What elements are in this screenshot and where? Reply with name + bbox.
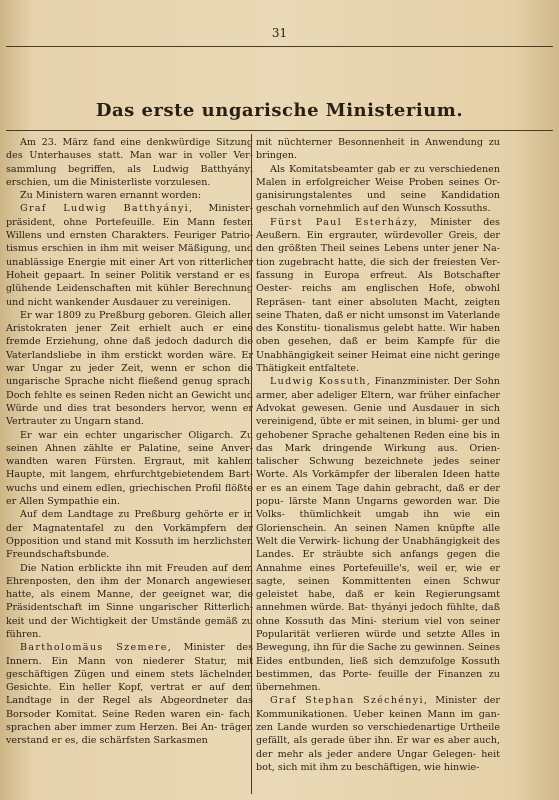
paragraph	[6, 189, 253, 202]
title-rule	[6, 130, 553, 131]
left-column	[6, 136, 253, 748]
paragraph-text: Die Nation erblickte ihn mit Freuden auf dem Ehrenposten, den ihm der Monarch angewiesen hatte, als einem Manne, der geeignet war, die Präsidentschaft im Sinne ungarischer Ritterlich- keit und der Wichtigkeit der Umstände gemäß zu führen.	[6, 562, 253, 640]
paragraph-text: Minister der Kommunikationen. Ueber keinen Mann im gan- zen Lande wurden so verschiedenartige Urtheile gefällt, als gerade über ihn. Er war es aber auch, der mehr als jeder andere Ungar Gelegen- heit bot, sich mit ihm zu beschäftigen, wie hinwie-	[256, 695, 500, 773]
paragraph	[6, 562, 253, 642]
minister-name: Bartholomäus Szemere,	[20, 642, 173, 654]
paragraph	[6, 429, 253, 509]
minister-name: Ludwig Kossuth,	[270, 376, 372, 388]
paragraph	[256, 375, 500, 694]
minister-name: Graf Stephan Széchényi,	[270, 695, 429, 707]
paragraph	[6, 136, 253, 189]
paragraph	[256, 136, 500, 163]
paragraph-text: Er war ein echter ungarischer Oligarch. Zu seinen Ahnen zählte er Palatine, seine Anver- wandten waren Fürsten. Ergraut, mit kahlem Haupte, mit langem, ehrfurchtgebietendem Bart- wuchs und einem edlen, griechischen Profil flößte er Allen Sympathie ein.	[6, 429, 253, 508]
paragraph	[256, 163, 500, 216]
paragraph	[6, 309, 253, 429]
header-rule	[6, 46, 553, 47]
paragraph	[6, 508, 253, 561]
paragraph	[256, 694, 500, 774]
paragraph-text: mit nüchterner Besonnenheit in Anwendung zu bringen.	[256, 137, 500, 162]
paragraph	[6, 202, 253, 308]
article-title: Das erste ungarische Ministerium.	[95, 100, 464, 121]
right-column	[256, 136, 500, 774]
paragraph-text: Am 23. März fand eine denkwürdige Sitzung des Unterhauses statt. Man war in voller Ver- sammlung begriffen, als Ludwig Batthyányi erschien, um die Ministerliste vorzulesen.	[6, 137, 253, 188]
paragraph-text: Er war 1809 zu Preßburg geboren. Gleich allen Aristokraten jener Zeit erhielt auch er eine fremde Erziehung, ohne daß jedoch dadurch die Vaterlandsliebe in ihm erstickt worden wäre. Er war Ungar zu jeder Zeit, wenn er schon die ungarische Sprache nicht fließend genug sprach. Doch fehlte es seinen Reden nicht an Gewicht und Würde und dies trat besonders hervor, wenn er Vertrauter zu Ungarn stand.	[6, 309, 253, 428]
page-number: 31	[271, 26, 288, 40]
column-divider	[251, 134, 252, 794]
minister-name: Graf Ludwig Batthyányi,	[20, 203, 194, 215]
paragraph-text: Auf dem Landtage zu Preßburg gehörte er in der Magnatentafel zu den Vorkämpfern der Opposition und stand mit Kossuth im herzlichsten Freundschaftsbunde.	[6, 509, 253, 561]
paragraph	[256, 216, 500, 376]
paragraph-text: Minister- präsident, ohne Portefeuille. Ein Mann festen Willens und ernsten Charakters. Feuriger Patrio- tismus erschien in ihm mit weiser Mäßigung, und unablässige Energie mit einer Art von ritterlicher Hoheit gepaart. In seiner Politik verstand er es, glühende Leidenschaften mit kühler Berechnung und nicht wankender Ausdauer zu vereinigen.	[6, 203, 253, 308]
paragraph-text: Finanzminister. Der Sohn armer, aber adeliger Eltern, war früher einfacher Advokat gewesen. Genie und Ausdauer in sich vereinigend, übte er mit seinen, in blumi- ger und gehobener Sprache gehaltenen Reden eine bis in das Mark dringende Wirkung aus. Orien- talischer Schwung bezeichnete jedes seiner Worte. Als Vorkämpfer der liberalen Ideen hatte er es an einem Tage dahin gebracht, daß er der popu- lärste Mann Ungarns geworden war. Die Volks- thümlichkeit umgab ihn wie ein Glorienschein. An seinen Namen knüpfte alle Welt die Verwirk- lichung der Unabhängigkeit des Landes. Er sträubte sich anfangs gegen die Annahme eines Portefeuille's, weil er, wie er sagte, seinen Kommittenten einen Schwur geleistet habe, daß er kein Regierungsamt annehmen würde. Bat- thyányi jedoch fühlte, daß ohne Kossuth das Mini- sterium viel von seiner Popularität verlieren würde und setzte Alles in Bewegung, ihn für die Sache zu gewinnen. Seines Eides entbunden, ließ sich demzufolge Kossuth bestimmen, das Porte- feuille der Finanzen zu übernehmen.	[256, 376, 500, 694]
paragraph-text: Minister des Aeußern. Ein ergrauter, würdevoller Greis, der den größten Theil seines Lebens unter jener Na- tion zugebracht hatte, die sich der freiesten Ver- fassung in Europa erfreut. Als Botschafter Oester- reichs am englischen Hofe, obwohl Repräsen- tant einer absoluten Macht, zeigten seine Thaten, daß er nicht umsonst im Vaterlande des Konstitu- tionalismus gelebt hatte. Wir haben oben gesehen, daß er beim Kampfe für die Unabhängigkeit seiner Heimat eine nicht geringe Thätigkeit entfaltete.	[256, 216, 500, 375]
paragraph	[6, 641, 253, 747]
paragraph-text: Als Komitatsbeamter gab er zu verschiedenen Malen in erfolgreicher Weise Proben seines Or- ganisirungstalentes und seine Kandidation geschah vornehmlich auf den Wunsch Kossuths.	[256, 163, 500, 215]
minister-name: Fürst Paul Esterházy,	[270, 216, 419, 228]
paragraph-text: Minister des Innern. Ein Mann von niederer Statur, mit geschäftigen Zügen und einem stets lächelnden Gesichte. Ein heller Kopf, vertrat er auf dem Landtage in der Regel als Abgeordneter das Borsoder Komitat. Seine Reden waren ein- fach, sprachen aber immer zum Herzen. Bei An- trägen verstand er es, die schärfsten Sarkasmen	[6, 642, 253, 747]
paragraph-text: Zu Ministern waren ernannt worden:	[20, 190, 201, 202]
